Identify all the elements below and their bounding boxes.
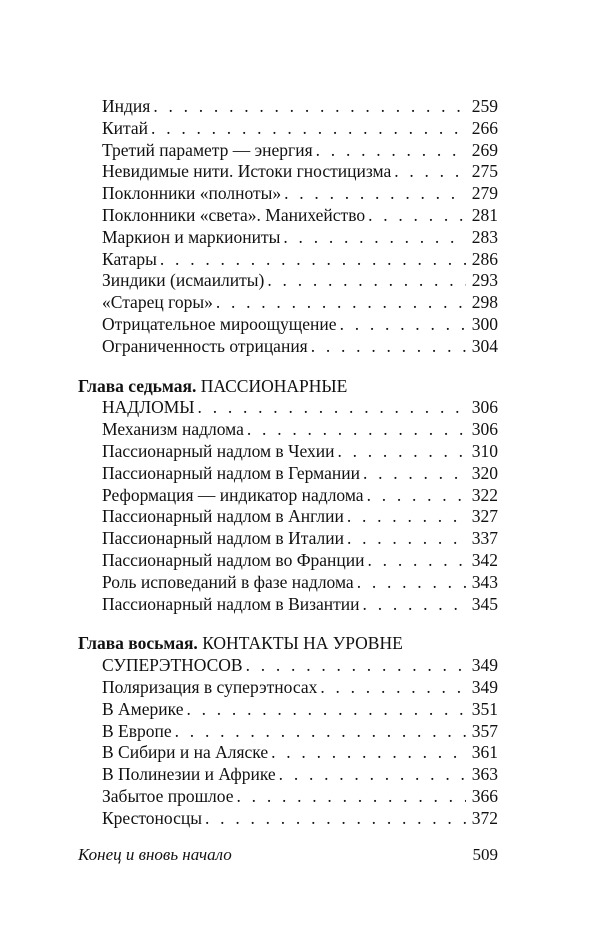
toc-entry-page: 298 bbox=[471, 292, 498, 313]
toc-entry-page: 286 bbox=[471, 248, 498, 269]
toc-entry-page: 320 bbox=[471, 462, 498, 483]
toc-entry-label: Зиндики (исмаилиты) bbox=[102, 270, 265, 291]
toc-entry bbox=[78, 699, 498, 721]
toc-entry-page: 283 bbox=[471, 226, 498, 247]
dot-leader bbox=[347, 506, 466, 528]
toc-entry bbox=[78, 270, 498, 292]
toc-entry bbox=[78, 249, 498, 271]
toc-entry bbox=[78, 594, 498, 616]
page-footer bbox=[78, 844, 498, 866]
dot-leader bbox=[186, 699, 466, 721]
toc-entry-label: Поляризация в суперэтносах bbox=[102, 676, 318, 697]
toc-entry-label: В Америке bbox=[102, 698, 184, 719]
toc-entry bbox=[78, 463, 498, 485]
toc-entry-label: Роль исповеданий в фазе надлома bbox=[102, 571, 354, 592]
dot-leader bbox=[205, 808, 466, 830]
toc-entry bbox=[78, 441, 498, 463]
toc-entry-page: 372 bbox=[471, 807, 498, 828]
toc-entry bbox=[78, 764, 498, 786]
toc-entry bbox=[78, 419, 498, 441]
toc-entry-page: 259 bbox=[471, 96, 498, 116]
dot-leader bbox=[337, 441, 466, 463]
toc-entry-page: 293 bbox=[471, 270, 498, 291]
toc-entry bbox=[78, 808, 498, 830]
toc-entry-label: Невидимые нити. Истоки гностицизма bbox=[102, 161, 392, 182]
toc-entry-page: 281 bbox=[471, 204, 498, 225]
chapter-8-page: 349 bbox=[471, 655, 498, 676]
dot-leader bbox=[363, 463, 466, 485]
toc-entry-label: Крестоносцы bbox=[102, 807, 203, 828]
toc-entry bbox=[78, 506, 498, 528]
toc-entry-label: Поклонники «полноты» bbox=[102, 183, 282, 204]
dot-leader bbox=[246, 655, 466, 677]
chapter-8-list bbox=[78, 677, 498, 830]
toc-entry-page: 304 bbox=[471, 335, 498, 356]
dot-leader bbox=[311, 336, 466, 358]
dot-leader bbox=[363, 594, 466, 616]
chapter-8-title-line2: СУПЕРЭТНОСОВ bbox=[102, 655, 243, 676]
toc-entry-label: Третий параметр — энергия bbox=[102, 139, 313, 160]
toc-entry bbox=[78, 96, 498, 118]
dot-leader bbox=[279, 764, 466, 786]
running-title: Конец и вновь начало bbox=[78, 845, 232, 864]
toc-entry-page: 269 bbox=[471, 139, 498, 160]
toc-entry-label: Пассионарный надлом в Англии bbox=[102, 506, 344, 527]
toc-entry bbox=[78, 183, 498, 205]
toc-entry bbox=[78, 485, 498, 507]
toc-entry-page: 322 bbox=[471, 484, 498, 505]
toc-entry bbox=[78, 550, 498, 572]
toc-entry-page: 361 bbox=[471, 742, 498, 763]
toc-entry bbox=[78, 677, 498, 699]
page-number: 509 bbox=[472, 845, 498, 864]
toc-entry-page: 343 bbox=[471, 571, 498, 592]
toc-entry bbox=[78, 572, 498, 594]
toc-entry bbox=[78, 292, 498, 314]
dot-leader bbox=[367, 485, 466, 507]
chapter-7-title-line1: ПАССИОНАРНЫЕ bbox=[200, 375, 348, 396]
dot-leader bbox=[316, 140, 466, 162]
toc-entry-label: Пассионарный надлом в Италии bbox=[102, 528, 344, 549]
toc-entry-label: Механизм надлома bbox=[102, 419, 244, 440]
toc-entry-page: 363 bbox=[471, 764, 498, 785]
dot-leader bbox=[320, 677, 466, 699]
toc-entry-label: Пассионарный надлом в Византии bbox=[102, 593, 360, 614]
toc-entry-label: В Полинезии и Африке bbox=[102, 764, 276, 785]
toc-entry-label: Китай bbox=[102, 117, 149, 138]
toc-entry-page: 342 bbox=[471, 549, 498, 570]
toc-entry bbox=[78, 314, 498, 336]
chapter-8-title-entry bbox=[78, 655, 498, 677]
toc-entry-page: 266 bbox=[471, 117, 498, 138]
toc-entry-page: 327 bbox=[471, 506, 498, 527]
dot-leader bbox=[394, 161, 466, 183]
toc-entry-page: 345 bbox=[471, 593, 498, 614]
dot-leader bbox=[198, 397, 466, 419]
toc-entry bbox=[78, 786, 498, 808]
toc-entry-page: 351 bbox=[471, 698, 498, 719]
toc-entry-label: Индия bbox=[102, 96, 151, 116]
toc-entry bbox=[78, 742, 498, 764]
toc-entry-label: В Сибири и на Аляске bbox=[102, 742, 269, 763]
chapter-7-heading bbox=[78, 376, 498, 398]
toc-entry-label: Поклонники «света». Манихейство bbox=[102, 204, 366, 225]
dot-leader bbox=[153, 96, 466, 118]
chapter-7-title-line2: НАДЛОМЫ bbox=[102, 397, 195, 418]
toc-entry-label: «Старец горы» bbox=[102, 292, 213, 313]
dot-leader bbox=[357, 572, 466, 594]
toc-entry-label: Пассионарный надлом в Чехии bbox=[102, 440, 335, 461]
dot-leader bbox=[340, 314, 466, 336]
dot-leader bbox=[368, 550, 466, 572]
toc-entry-label: В Европе bbox=[102, 720, 172, 741]
chapter-7-title-entry bbox=[78, 397, 498, 419]
dot-leader bbox=[368, 205, 466, 227]
toc-entry-page: 279 bbox=[471, 183, 498, 204]
toc-entry-page: 349 bbox=[471, 676, 498, 697]
toc-entry-label: Ограниченность отрицания bbox=[102, 335, 308, 356]
toc-entry bbox=[78, 205, 498, 227]
toc-entry-label: Забытое прошлое bbox=[102, 785, 234, 806]
toc-entry bbox=[78, 528, 498, 550]
toc-entry-label: Пассионарный надлом во Франции bbox=[102, 549, 365, 570]
chapter-8-heading bbox=[78, 633, 498, 655]
toc-entry-label: Пассионарный надлом в Германии bbox=[102, 462, 360, 483]
chapter-7-page: 306 bbox=[471, 397, 498, 418]
toc-entry-label: Отрицательное мироощущение bbox=[102, 313, 337, 334]
chapter-8-lead: Глава восьмая. bbox=[78, 633, 198, 654]
toc-entry-label: Реформация — индикатор надлома bbox=[102, 484, 364, 505]
section-a-list bbox=[78, 96, 498, 358]
toc-entry-page: 366 bbox=[471, 785, 498, 806]
chapter-7-list bbox=[78, 419, 498, 615]
toc-entry bbox=[78, 140, 498, 162]
table-of-contents bbox=[78, 96, 498, 830]
toc-entry-page: 275 bbox=[471, 161, 498, 182]
dot-leader bbox=[160, 249, 466, 271]
toc-entry-page: 300 bbox=[471, 313, 498, 334]
toc-entry-page: 310 bbox=[471, 440, 498, 461]
dot-leader bbox=[283, 227, 466, 249]
dot-leader bbox=[347, 528, 466, 550]
dot-leader bbox=[271, 742, 466, 764]
dot-leader bbox=[247, 419, 466, 441]
toc-entry-page: 337 bbox=[471, 528, 498, 549]
dot-leader bbox=[216, 292, 466, 314]
toc-entry-label: Маркион и маркиониты bbox=[102, 226, 281, 247]
toc-entry-page: 306 bbox=[471, 419, 498, 440]
toc-entry-label: Катары bbox=[102, 248, 157, 269]
toc-entry bbox=[78, 336, 498, 358]
dot-leader bbox=[284, 183, 466, 205]
dot-leader bbox=[237, 786, 466, 808]
toc-entry bbox=[78, 118, 498, 140]
toc-entry-page: 357 bbox=[471, 720, 498, 741]
toc-entry bbox=[78, 721, 498, 743]
dot-leader bbox=[175, 721, 466, 743]
dot-leader bbox=[151, 118, 466, 140]
chapter-8-title-line1: КОНТАКТЫ НА УРОВНЕ bbox=[202, 633, 403, 654]
chapter-7-lead: Глава седьмая. bbox=[78, 375, 197, 396]
dot-leader bbox=[267, 270, 466, 292]
toc-entry bbox=[78, 227, 498, 249]
toc-entry bbox=[78, 161, 498, 183]
